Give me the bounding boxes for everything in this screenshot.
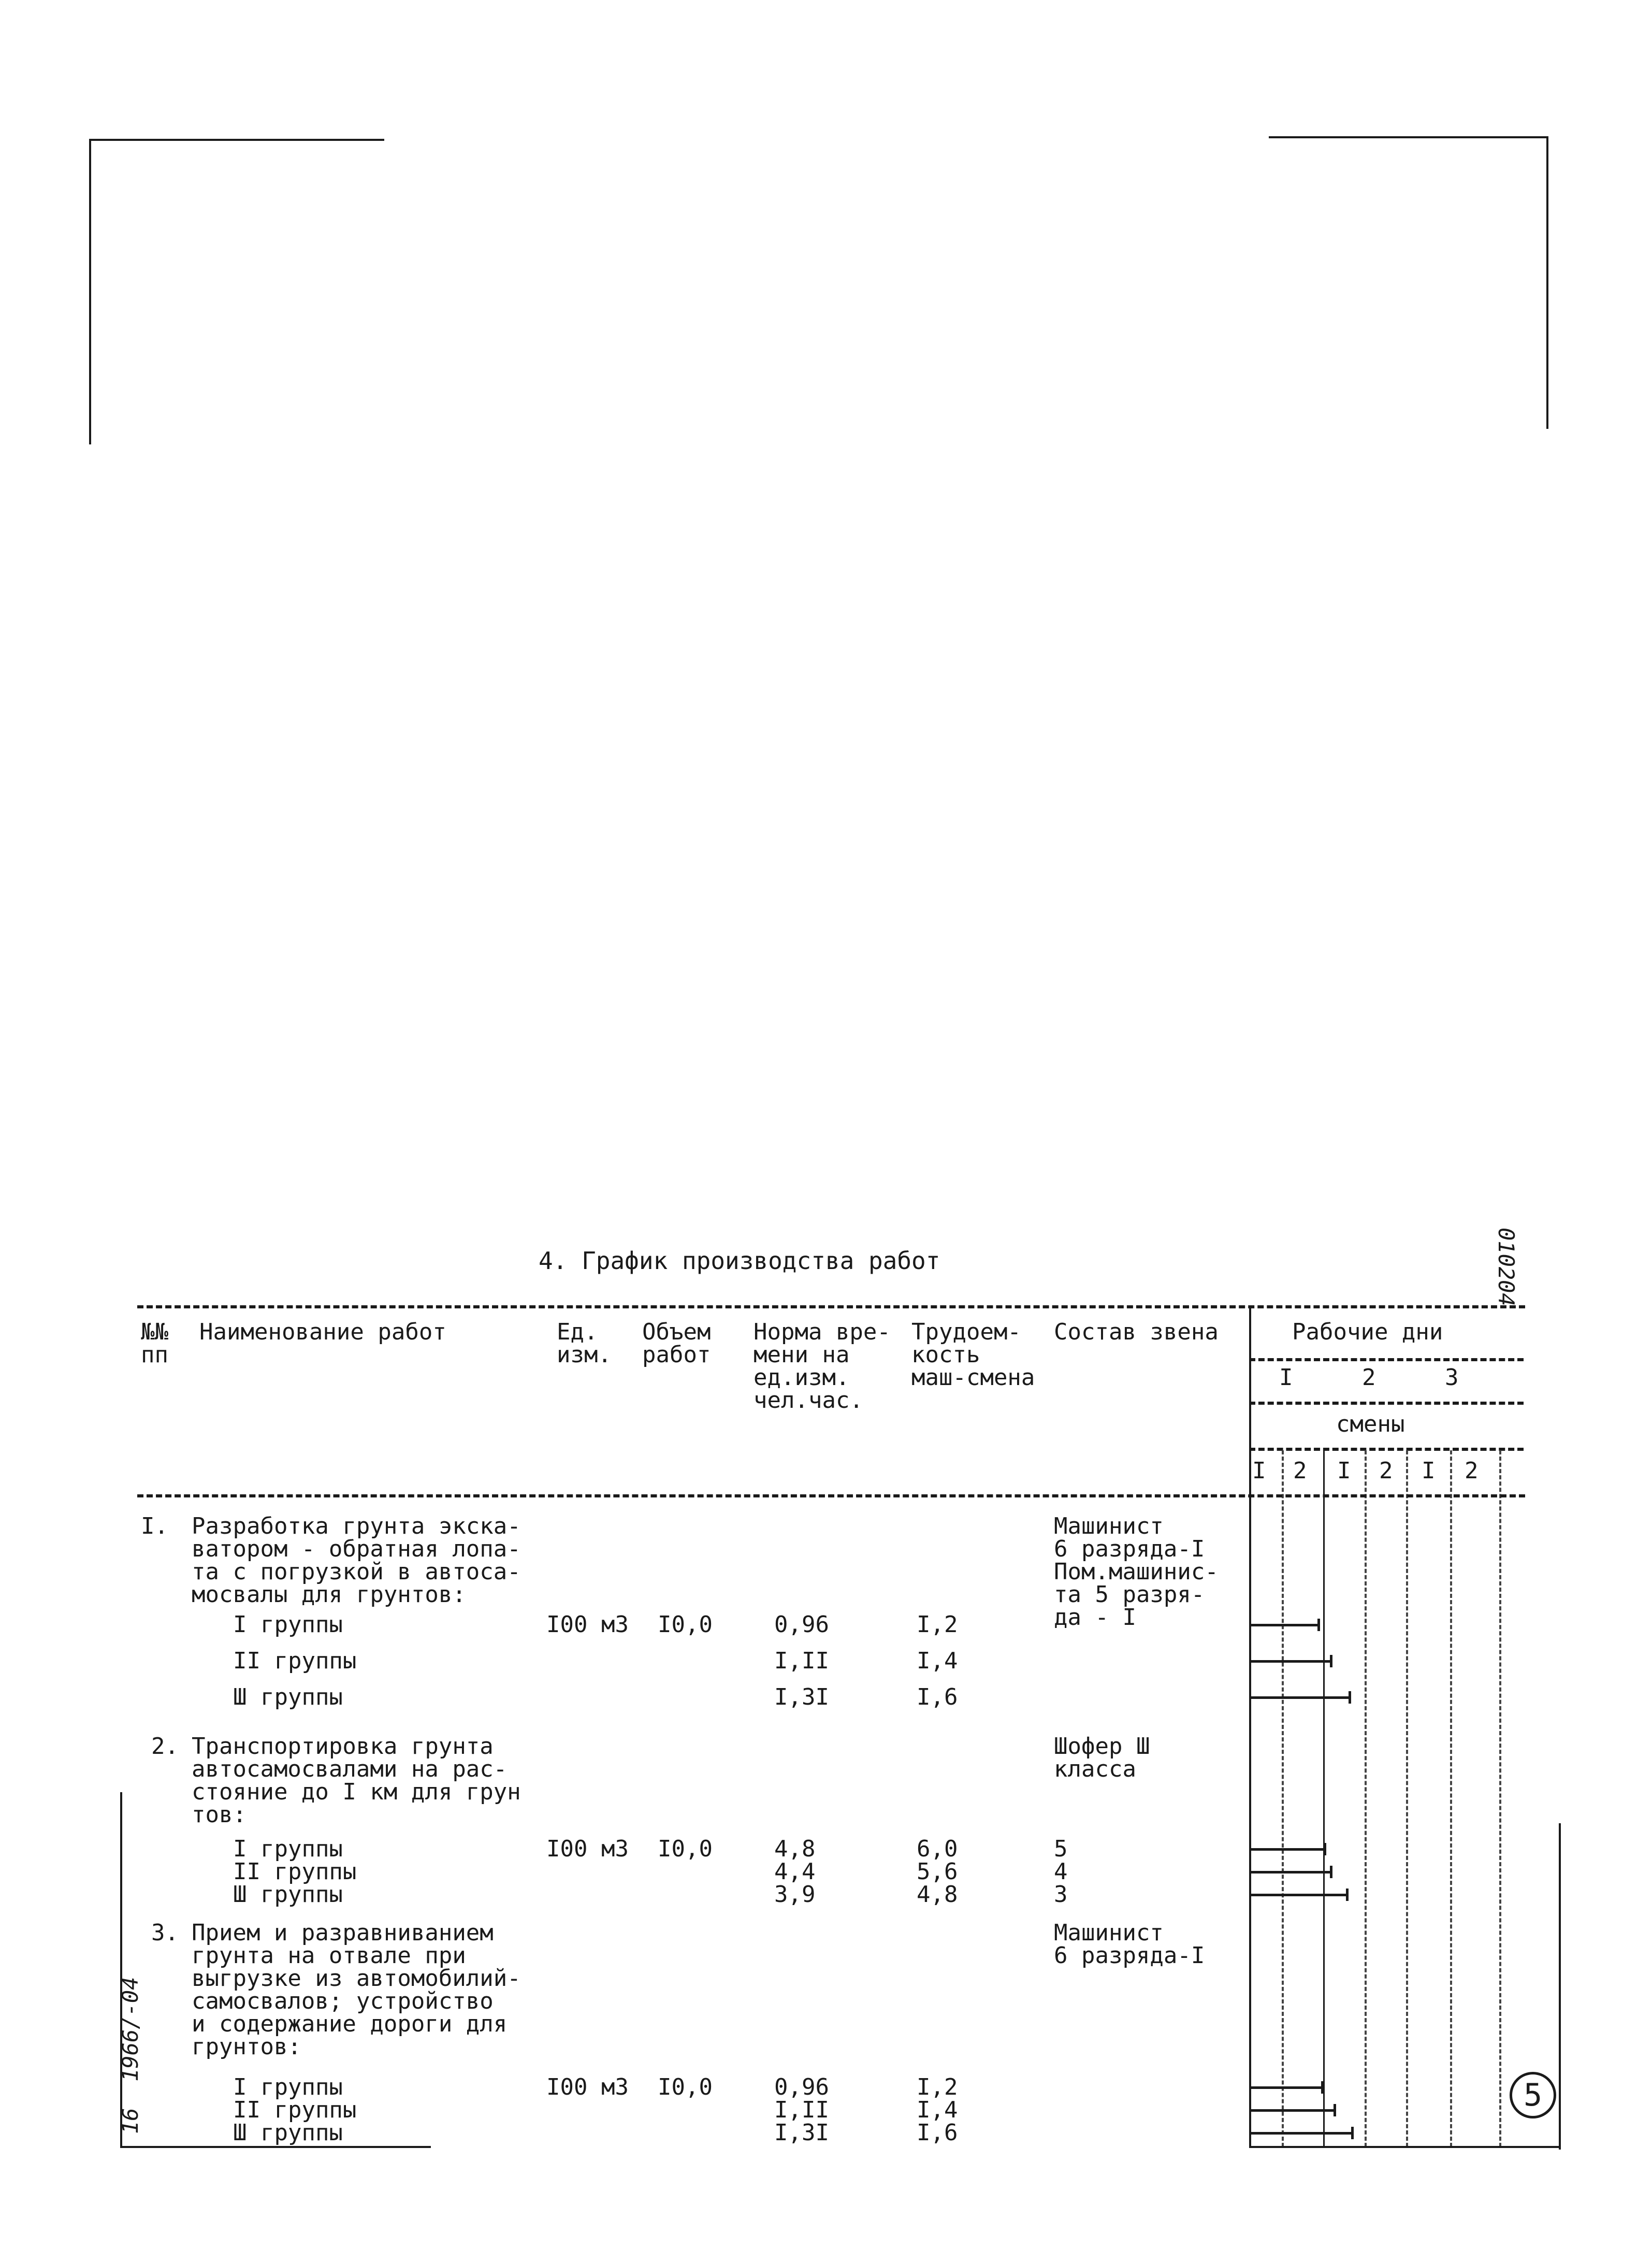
sub-name: I группы [233, 1836, 343, 1862]
shift-sep-3 [1365, 1450, 1367, 2147]
shift-1: I [1252, 1458, 1266, 1484]
shift-5: I [1422, 1458, 1436, 1484]
header-work-days: Рабочие дни [1292, 1319, 1443, 1345]
sub-norm: 0,96 [774, 2074, 829, 2100]
gantt-bar [1251, 1848, 1325, 1851]
shift-3: I [1337, 1458, 1351, 1484]
sub-name: Ш группы [233, 1881, 343, 1908]
side-code-bottom: 16 1966/-04 [118, 1977, 143, 2134]
sub-labor: I,2 [917, 1611, 958, 1638]
sub-labor: 4,8 [917, 1881, 958, 1908]
sub-name: II группы [233, 1858, 357, 1885]
header-col-labor: Трудоем- кость маш-смена [911, 1319, 1035, 1391]
sub-name: II группы [233, 2097, 357, 2123]
row-name: Прием и разравниванием грунта на отвале при выгрузке из автомобилий- самосвалов; устройство и содержание дороги для грунтов: [192, 1920, 521, 2060]
row-number: 2. [151, 1733, 179, 1760]
sub-crew-count: 4 [1054, 1858, 1068, 1885]
schedule-left-border [1249, 1308, 1251, 2147]
gantt-bar [1251, 1660, 1331, 1663]
sub-norm: I,II [774, 2097, 829, 2123]
sub-norm: I,II [774, 1648, 829, 1674]
row-number: 3. [151, 1920, 179, 1946]
shifts-rule [1249, 1448, 1524, 1451]
page-title: 4. График производства работ [539, 1247, 940, 1275]
sub-norm: 0,96 [774, 1611, 829, 1638]
shift-sep-1 [1282, 1450, 1284, 2147]
shifts-label: смены [1336, 1411, 1405, 1437]
page-number: 5 [1523, 2077, 1543, 2113]
corner-mark-top-left-v [89, 139, 91, 444]
sub-name: II группы [233, 1648, 357, 1674]
shift-4: 2 [1379, 1458, 1393, 1484]
header-col-unit: Ед. изм. [557, 1319, 612, 1368]
shift-6: 2 [1465, 1458, 1479, 1484]
bottom-rule-left [120, 2146, 431, 2148]
corner-mark-top-left-h [89, 139, 384, 141]
day-2: 2 [1362, 1364, 1376, 1391]
sub-name: Ш группы [233, 2120, 343, 2146]
sub-labor: 5,6 [917, 1858, 958, 1885]
gantt-bar [1251, 2086, 1323, 2089]
sub-name: I группы [233, 1611, 343, 1638]
sub-unit: I00 м3 [546, 1611, 629, 1638]
shift-2: 2 [1293, 1458, 1307, 1484]
sub-norm: 3,9 [774, 1881, 816, 1908]
header-col-name: Наименование работ [199, 1319, 446, 1345]
sub-labor: 6,0 [917, 1836, 958, 1862]
bottom-rule-right [1249, 2146, 1560, 2148]
gantt-bar [1251, 1624, 1319, 1626]
side-code-top: 010204 [1494, 1228, 1519, 1306]
sub-volume: I0,0 [658, 1836, 713, 1862]
sub-norm: I,3I [774, 1684, 829, 1710]
sub-labor: I,4 [917, 1648, 958, 1674]
sub-crew-count: 5 [1054, 1836, 1068, 1862]
sub-labor: I,6 [917, 2120, 958, 2146]
sub-crew-count: 3 [1054, 1881, 1068, 1908]
header-top-rule [137, 1305, 1525, 1308]
sub-labor: I,6 [917, 1684, 958, 1710]
sub-labor: I,2 [917, 2074, 958, 2100]
sub-labor: I,4 [917, 2097, 958, 2123]
corner-mark-top-right-h [1269, 136, 1548, 138]
row-number: I. [141, 1513, 168, 1539]
right-border-line [1559, 1823, 1561, 2150]
corner-mark-top-right-v [1546, 136, 1548, 429]
row-name: Транспортировка грунта автосамосвалами на рас- стояние до I км для грун тов: [192, 1733, 521, 1828]
header-bottom-rule [137, 1494, 1525, 1497]
sub-norm: 4,8 [774, 1836, 816, 1862]
workdays-rule [1249, 1358, 1524, 1361]
gantt-bar [1251, 1696, 1350, 1699]
gantt-bar [1251, 1894, 1347, 1896]
header-col-num: №№ пп [141, 1319, 168, 1368]
shift-sep-2 [1323, 1450, 1325, 2147]
sub-unit: I00 м3 [546, 1836, 629, 1862]
shift-sep-6 [1499, 1450, 1501, 2147]
header-col-norm: Норма вре- мени на ед.изм. чел.час. [753, 1319, 891, 1414]
header-col-crew: Состав звена [1054, 1319, 1219, 1345]
shift-sep-4 [1406, 1450, 1408, 2147]
header-col-volume: Объем работ [642, 1319, 711, 1368]
row-crew: Машинист 6 разряда-I [1054, 1920, 1205, 1969]
sub-name: Ш группы [233, 1684, 343, 1710]
row-name: Разработка грунта экска- ватором - обратная лопа- та с погрузкой в автоса- мосвалы для грунтов: [192, 1513, 521, 1608]
sub-norm: 4,4 [774, 1858, 816, 1885]
gantt-bar [1251, 2132, 1353, 2135]
sub-unit: I00 м3 [546, 2074, 629, 2100]
day-3: 3 [1445, 1364, 1459, 1391]
sub-name: I группы [233, 2074, 343, 2100]
page-number-badge [1510, 2072, 1556, 2118]
days-rule [1249, 1402, 1524, 1405]
sub-volume: I0,0 [658, 2074, 713, 2100]
gantt-bar [1251, 1871, 1331, 1873]
sub-norm: I,3I [774, 2120, 829, 2146]
gantt-bar [1251, 2109, 1335, 2112]
row-crew: Машинист 6 разряда-I Пом.машинис- та 5 разря- да - I [1054, 1513, 1219, 1631]
row-crew: Шофер Ш класса [1054, 1733, 1150, 1782]
shift-sep-5 [1450, 1450, 1452, 2147]
sub-volume: I0,0 [658, 1611, 713, 1638]
day-1: I [1279, 1364, 1293, 1391]
